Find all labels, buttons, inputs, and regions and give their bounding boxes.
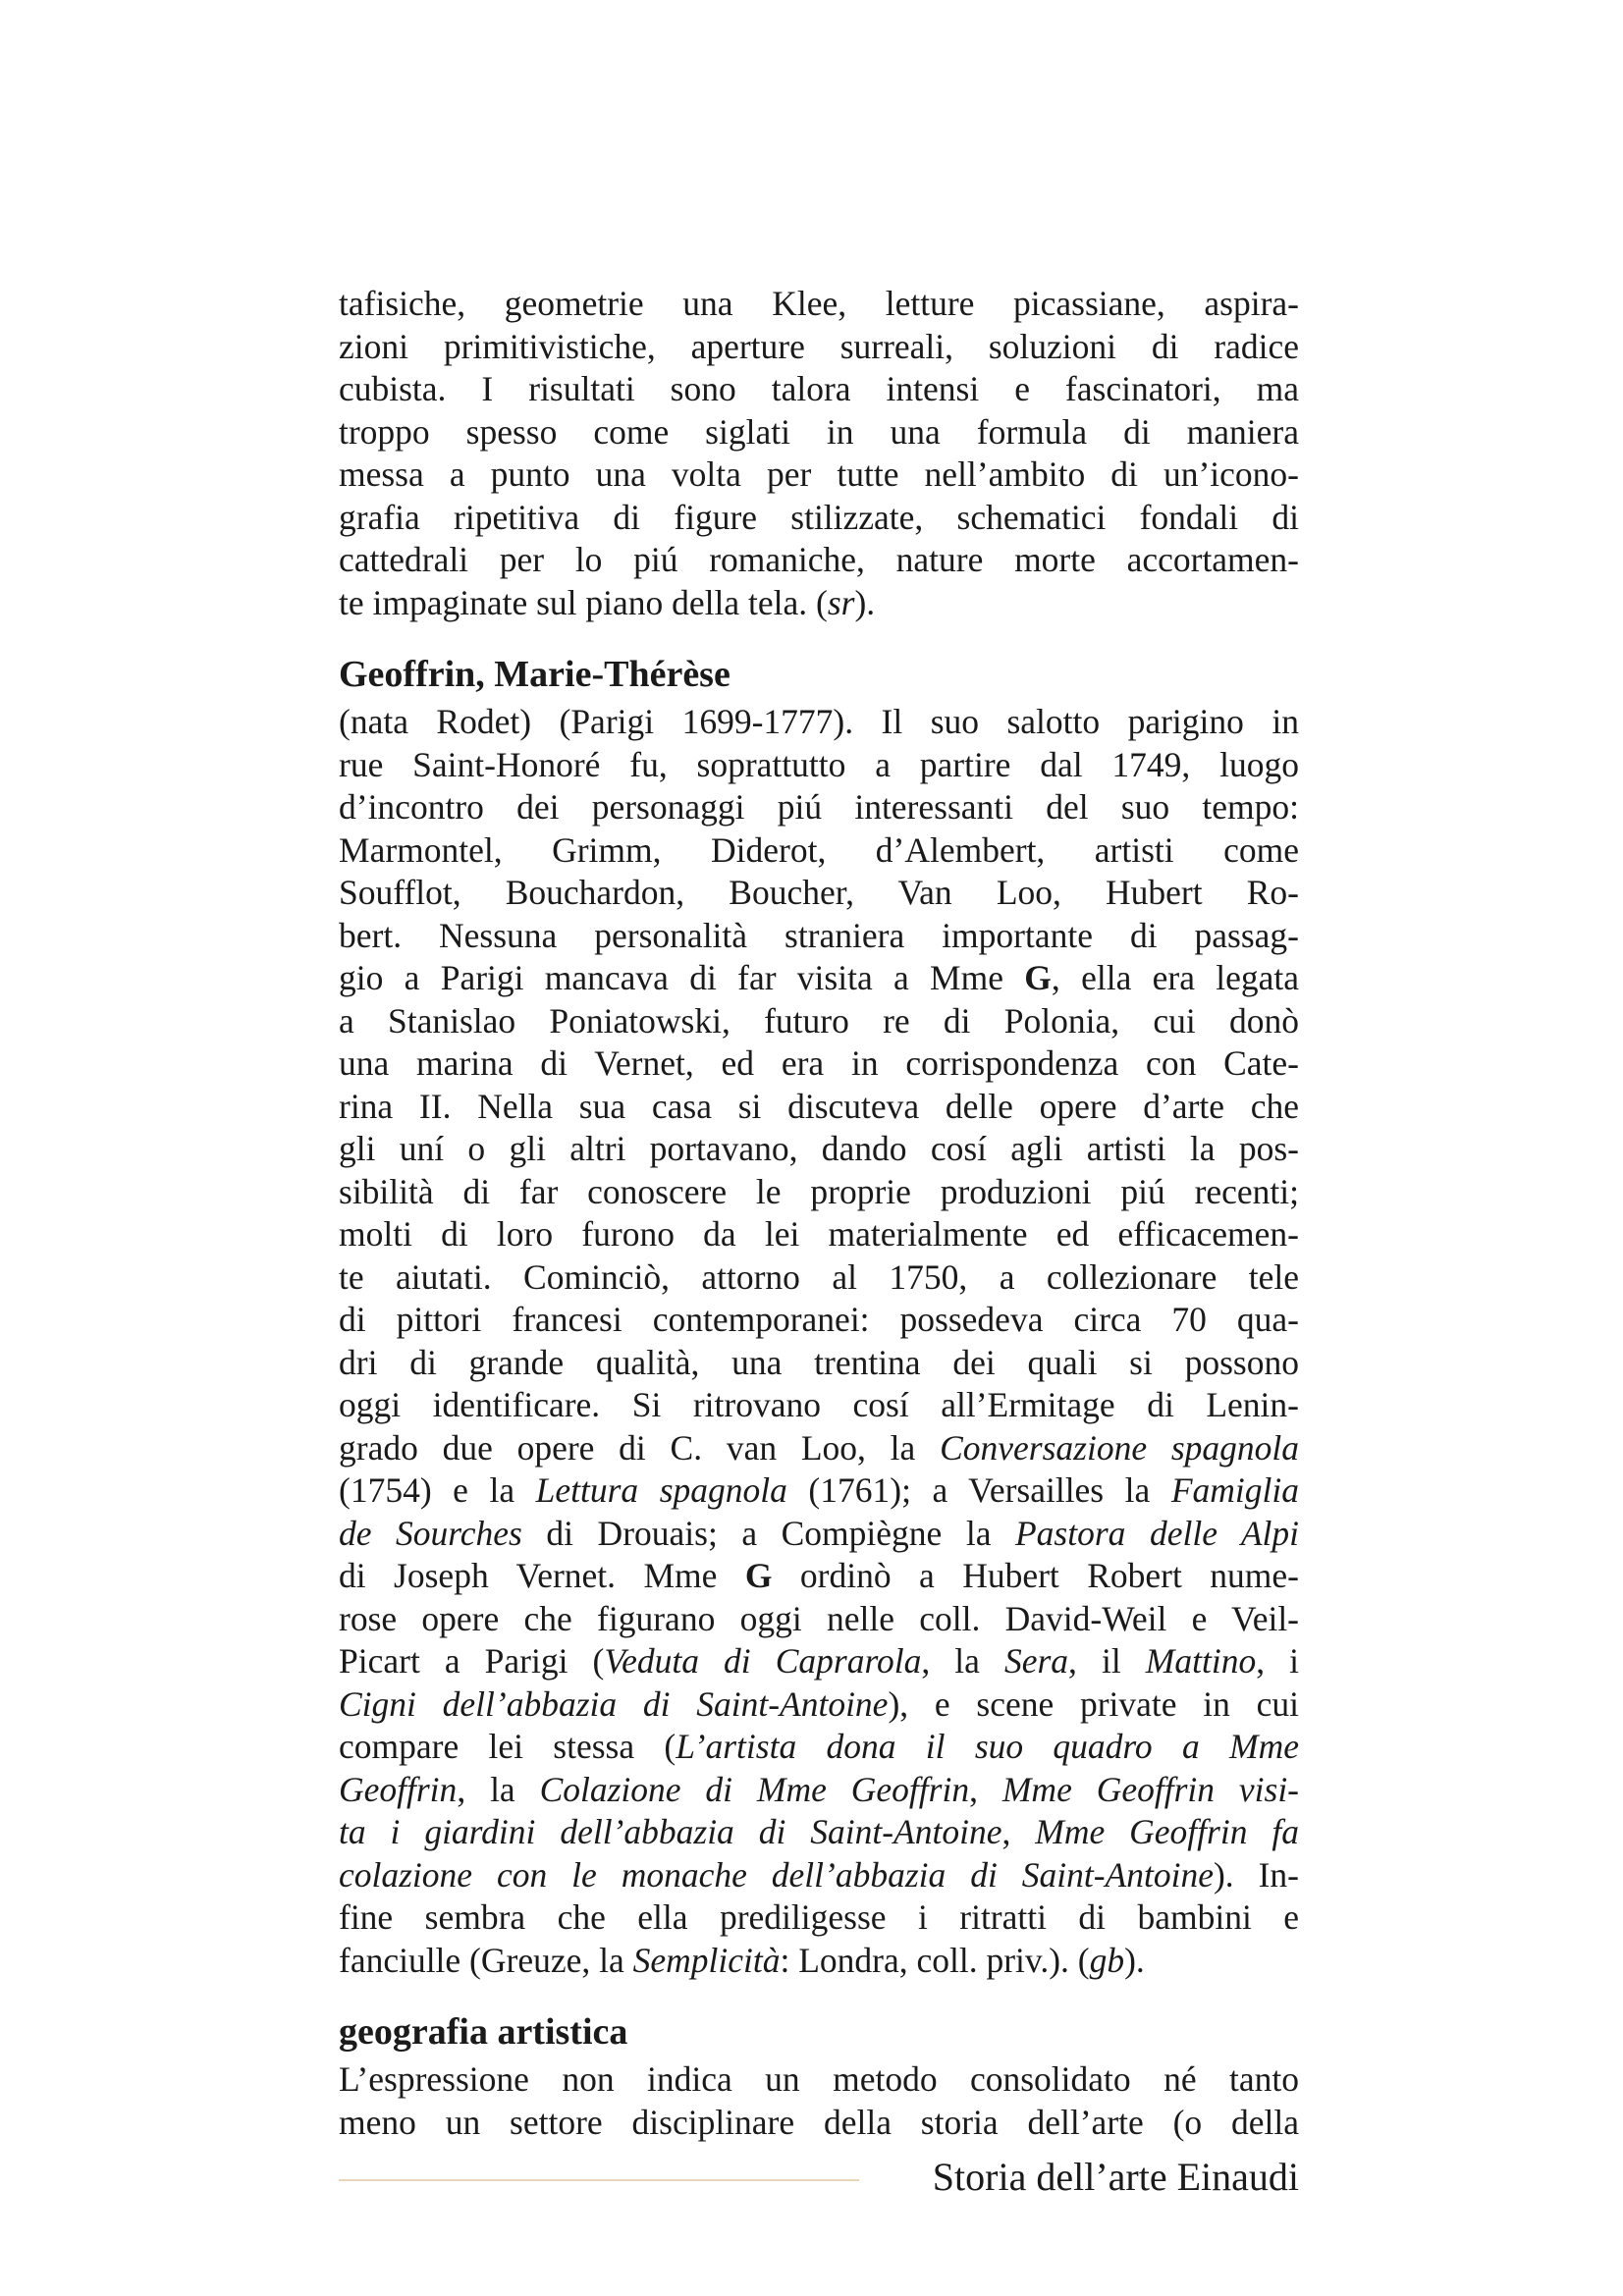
text-line: (1754) e la Lettura spagnola (1761); a Versailles la Famiglia — [339, 1470, 1299, 1510]
text-line: zioni primitivistiche, aperture surreali, soluzioni di radice — [339, 326, 1299, 366]
text-line: sibilità di far conoscere le proprie produzioni piú recenti; — [339, 1171, 1299, 1211]
text-line: a Stanislao Poniatowski, futuro re di Polonia, cui donò — [339, 1000, 1299, 1041]
text-column — [339, 283, 1299, 2144]
page-footer — [339, 2150, 1299, 2209]
text-line: de Sourches di Drouais; a Compiègne la Pastora delle Alpi — [339, 1513, 1300, 1553]
text-line: fanciulle (Greuze, la Semplicità: Londra, coll. priv.). (gb). — [339, 1940, 1145, 1980]
text-line: ta i giardini dell’abbazia di Saint-Antoine, Mme Geoffrin fa — [339, 1812, 1299, 1851]
text-line: meno un settore disciplinare della storia dell’arte (o della — [339, 2102, 1299, 2142]
text-line: di pittori francesi contemporanei: possedeva circa 70 qua- — [339, 1300, 1299, 1339]
text-line: Geoffrin, la Colazione di Mme Geoffrin, Mme Geoffrin visi- — [339, 1769, 1300, 1809]
text-line: rina II. Nella sua casa si discuteva delle opere d’arte che — [339, 1086, 1299, 1126]
text-line: molti di loro furono da lei materialmente ed efficacemen- — [339, 1214, 1299, 1254]
entry-initial: G — [744, 1556, 773, 1595]
text-line: troppo spesso come siglati in una formula di maniera — [339, 411, 1299, 452]
text-line: cattedrali per lo piú romaniche, nature morte accortamen- — [339, 540, 1299, 579]
author-signature: gb — [1089, 1940, 1125, 1980]
text-line: te impaginate sul piano della tela. (sr). — [339, 582, 876, 622]
text-line: cubista. I risultati sono talora intensi e fascinatori, ma — [339, 369, 1299, 408]
text-line: L’espressione non indica un metodo consolidato né tanto — [339, 2059, 1299, 2099]
text-line: messa a punto una volta per tutte nell’ambito di un’icono- — [339, 454, 1299, 494]
text-line: compare lei stessa (L’artista dona il suo quadro a Mme — [339, 1727, 1299, 1766]
text-line: gli uní o gli altri portavano, dando cosí agli artisti la pos- — [339, 1129, 1299, 1168]
text-line: grado due opere di C. van Loo, la Conversazione spagnola — [339, 1427, 1300, 1468]
text-line: colazione con le monache dell’abbazia di Saint-Antoine). In- — [339, 1854, 1299, 1895]
text-line: rose opere che figurano oggi nelle coll. David-Weil e Veil- — [339, 1598, 1299, 1638]
text-line: Picart a Parigi (Veduta di Caprarola, la Sera, il Mattino, i — [339, 1641, 1300, 1681]
text-line: dri di grande qualità, una trentina dei quali si possono — [339, 1342, 1299, 1382]
text-line: te aiutati. Cominciò, attorno al 1750, a collezionare tele — [339, 1256, 1299, 1297]
text-line: fine sembra che ella prediligesse i ritratti di bambini e — [339, 1897, 1299, 1937]
text-line: rue Saint-Honoré fu, soprattutto a partire dal 1749, luogo — [339, 744, 1299, 784]
text-line: gio a Parigi mancava di far visita a Mme G, ella era legata — [339, 958, 1299, 997]
entry-title-geoffrin: Geoffrin, Marie-Thérèse — [339, 654, 730, 695]
entry-body-geografia — [339, 2058, 1299, 2144]
entry-body-geoffrin — [339, 701, 1299, 1982]
text-line: grafia ripetitiva di figure stilizzate, schematici fondali di — [339, 497, 1299, 537]
intro-paragraph — [339, 283, 1299, 624]
entry-title-geografia: geografia artistica — [339, 2011, 628, 2053]
footer-publisher: Storia dell’arte Einaudi — [932, 2155, 1299, 2199]
text-line: oggi identificare. Si ritrovano cosí all’Ermitage di Lenin- — [339, 1385, 1299, 1424]
text-line: bert. Nessuna personalità straniera importante di passag- — [339, 915, 1299, 955]
text-line: Soufflot, Bouchardon, Boucher, Van Loo, Hubert Ro- — [339, 873, 1299, 912]
entry-initial: G — [1024, 958, 1052, 997]
text-line: una marina di Vernet, ed era in corrispondenza con Cate- — [339, 1043, 1299, 1083]
author-signature: sr — [827, 582, 855, 622]
text-line: (nata Rodet) (Parigi 1699-1777). Il suo salotto parigino in — [339, 702, 1299, 741]
text-line: d’incontro dei personaggi piú interessanti del suo tempo: — [339, 787, 1299, 827]
text-line: tafisiche, geometrie una Klee, letture picassiane, aspira- — [339, 284, 1299, 323]
text-line: Cigni dell’abbazia di Saint-Antoine), e scene private in cui — [339, 1683, 1299, 1724]
text-line: Marmontel, Grimm, Diderot, d’Alembert, artisti come — [339, 829, 1299, 870]
footer-rule — [339, 2179, 859, 2181]
text-line: di Joseph Vernet. Mme G ordinò a Hubert Robert nume- — [339, 1556, 1299, 1595]
